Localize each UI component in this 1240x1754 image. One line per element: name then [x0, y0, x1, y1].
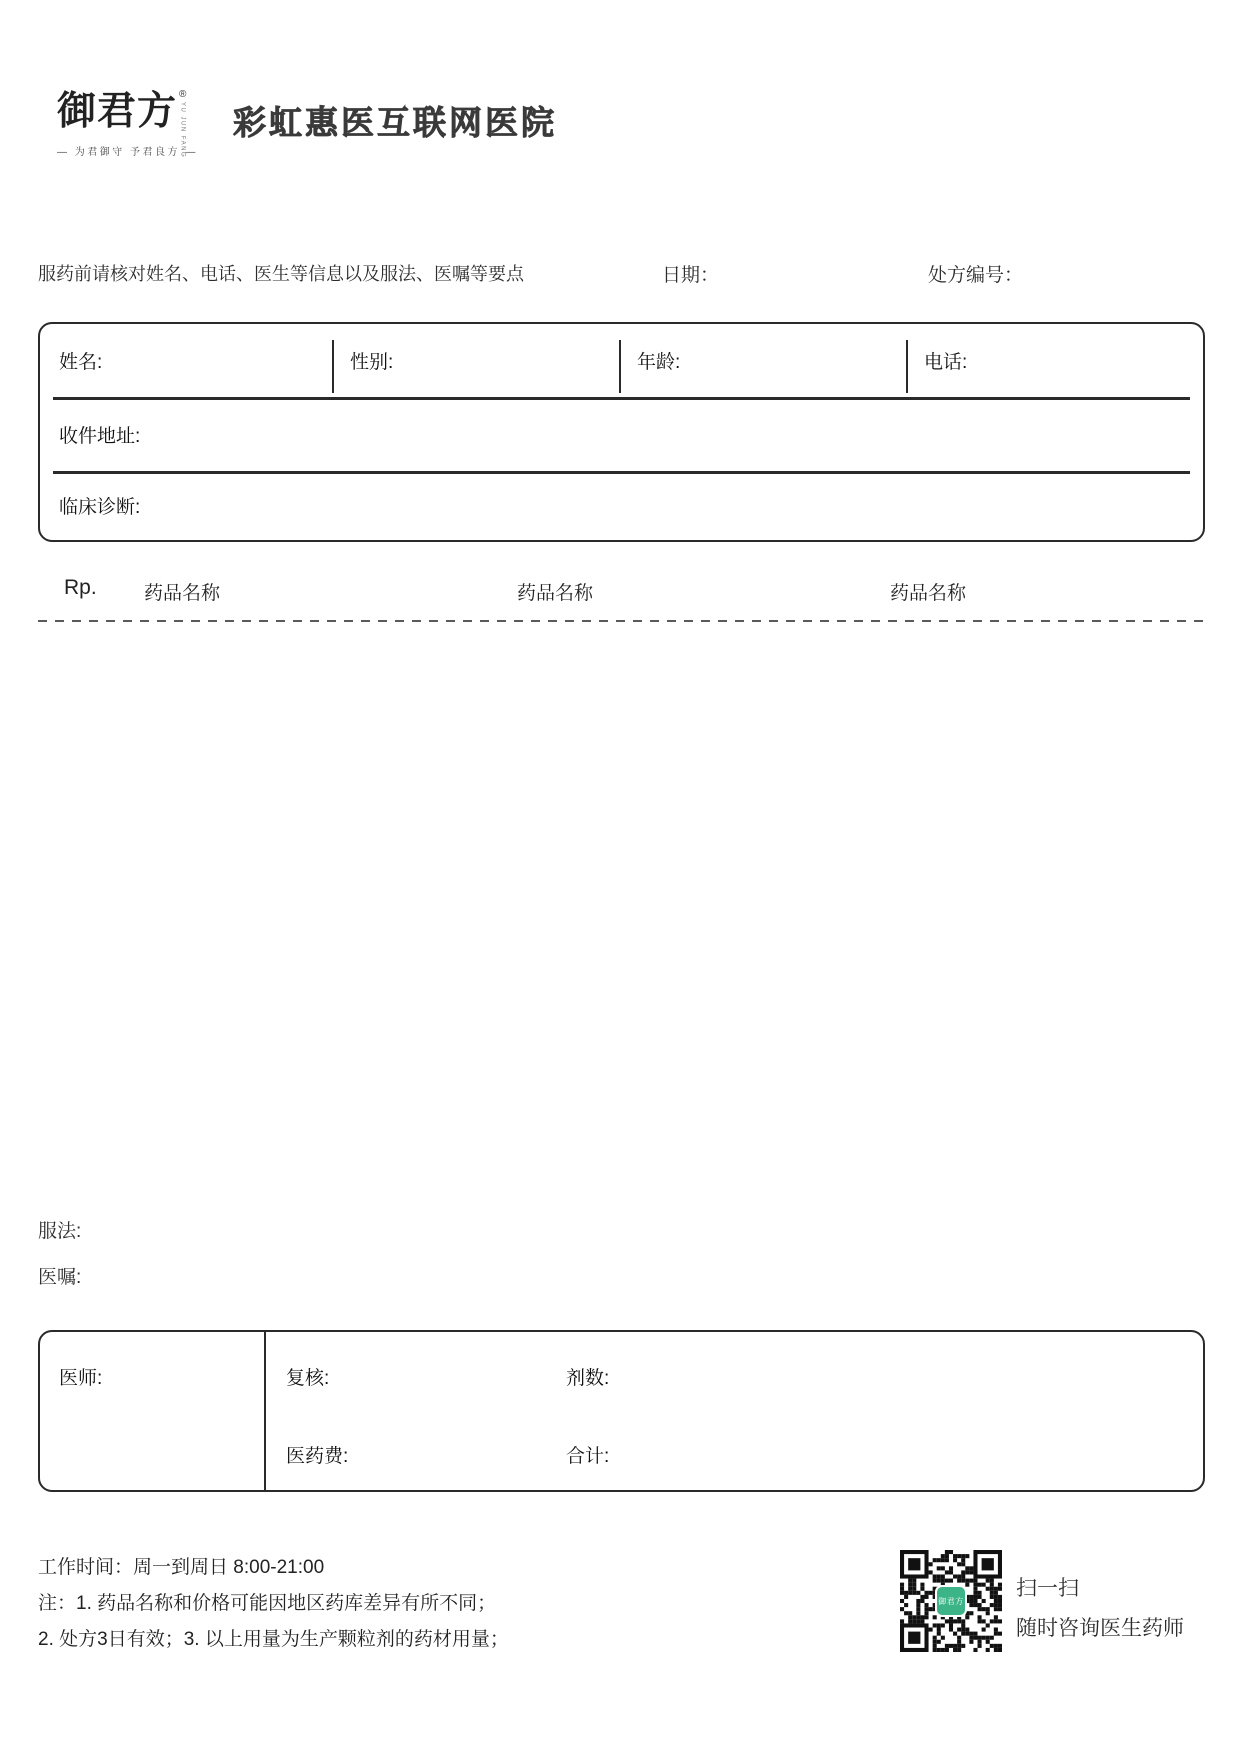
age-label: 年龄: — [637, 352, 681, 373]
brand-romanized: YU JUN FANG — [179, 102, 186, 159]
signature-box — [38, 1330, 1205, 1492]
brand-logo — [57, 90, 207, 158]
prescription-number-label: 处方编号： — [928, 265, 1024, 286]
name-field — [40, 324, 332, 397]
total-label: 合计: — [566, 1446, 610, 1467]
brand-name: 御君方 — [57, 88, 178, 134]
name-label: 姓名: — [59, 352, 103, 373]
drug-name-column-header: 药品名称 — [890, 583, 967, 604]
drug-name-column-header: 药品名称 — [144, 583, 221, 604]
phone-label: 电话: — [924, 352, 968, 373]
gender-label: 性别: — [350, 352, 394, 373]
doses-label: 剂数: — [566, 1368, 610, 1389]
doctor-signature-cell — [40, 1332, 266, 1490]
rp-label: Rp. — [64, 576, 97, 599]
footer-note-line2: 2. 处方3日有效；3. 以上用量为生产颗粒剂的药材用量； — [38, 1629, 509, 1650]
address-label: 收件地址: — [59, 425, 141, 447]
review-fee-cell — [266, 1332, 1203, 1490]
date-label: 日期： — [662, 265, 720, 286]
verification-notice: 服药前请核对姓名、电话、医生等信息以及服法、医嘱等要点 — [38, 264, 524, 284]
doctor-advice-label: 医嘱: — [38, 1267, 82, 1288]
work-hours-text: 工作时间：周一到周日 8:00-21:00 — [38, 1557, 325, 1578]
review-label: 复核: — [286, 1368, 330, 1389]
scan-subtitle: 随时咨询医生药师 — [1016, 1617, 1184, 1640]
scan-title: 扫一扫 — [1016, 1577, 1079, 1600]
diagnosis-label: 临床诊断: — [59, 496, 141, 518]
usage-label: 服法: — [38, 1221, 82, 1242]
rx-separator-dashed-line — [38, 620, 1205, 622]
phone-field — [906, 324, 1203, 397]
doctor-label: 医师: — [59, 1368, 103, 1389]
patient-identity-row — [40, 324, 1203, 397]
footer-note-line1: 注：1. 药品名称和价格可能因地区药库差异有所不同； — [38, 1593, 497, 1614]
drug-name-column-header: 药品名称 — [517, 583, 594, 604]
column-divider — [906, 340, 908, 393]
diagnosis-row — [40, 473, 1203, 537]
registered-trademark-icon: ® — [179, 89, 187, 100]
brand-tagline: — 为君御守 予君良方 — — [57, 147, 198, 158]
column-divider — [619, 340, 621, 393]
patient-info-box — [38, 322, 1205, 542]
qr-center-brand-badge: 御君方 — [935, 1585, 967, 1617]
address-row — [40, 399, 1203, 469]
medicine-fee-label: 医药费: — [286, 1446, 349, 1467]
hospital-title: 彩虹惠医互联网医院 — [233, 104, 557, 141]
gender-field — [332, 324, 619, 397]
age-field — [619, 324, 906, 397]
qr-code — [900, 1550, 1002, 1652]
column-divider — [332, 340, 334, 393]
